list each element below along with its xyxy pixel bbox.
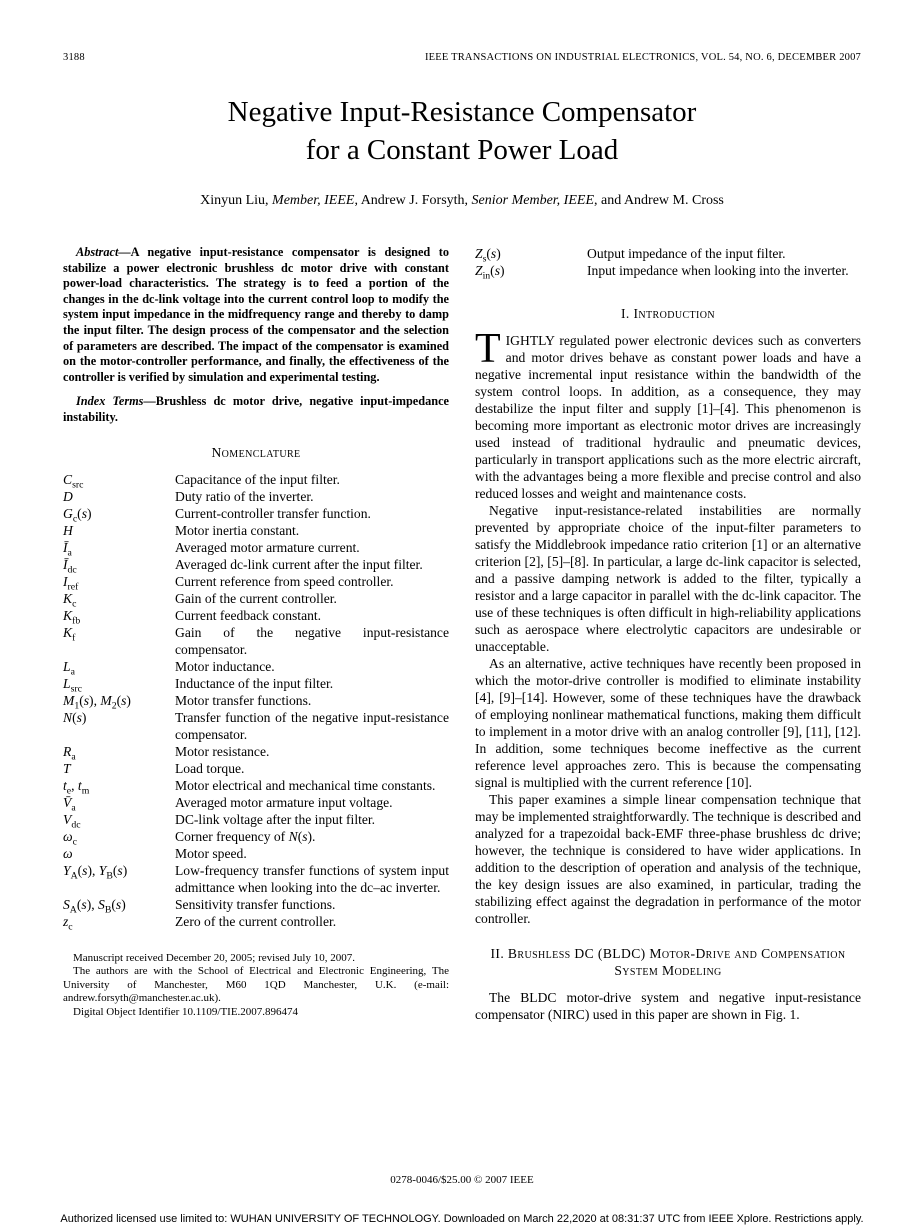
nomenclature-definition: DC-link voltage after the input filter. (175, 811, 376, 827)
nomenclature-item (63, 862, 449, 896)
left-column (63, 245, 449, 1023)
nomenclature-item (63, 505, 449, 525)
nomenclature-symbol: $K_f$ (63, 624, 76, 644)
nomenclature-definition: Current feedback constant. (175, 607, 322, 623)
paper-title (63, 93, 861, 169)
nomenclature-symbol: N(s) (63, 709, 87, 725)
nomenclature-item (63, 811, 449, 831)
nomenclature-item (63, 709, 449, 743)
abstract-label: Abstract— (76, 245, 131, 259)
nomenclature-item (63, 624, 449, 658)
nomenclature-item (63, 845, 449, 862)
running-header (63, 0, 861, 63)
nomenclature-definition: Averaged motor armature input voltage. (175, 794, 393, 810)
intro-first-paragraph-text: IGHTLY regulated power electronic devices such as converters and motor drives behave as constant power loads and have a negative incremental input resistance within the bandwidth of the system control loops. In addition, as a consequence, they may destabilize the input filter and supply [1]–[4]. This phenomenon is becoming more important as electronic motor drives are increasingly used instead of traditional hydraulic and pneumatic devices, particularly in transport applications such as the more electric aircraft, with the advantages being a more flexible and precise control and also reduced losses and weight and maintenance costs. (475, 333, 861, 501)
footnote-paragraph: The authors are with the School of Electrical and Electronic Engineering, The University of Manchester, M60 1QD Manchester, U.K. (e-mail: andrew.forsyth@manchester.ac.uk). (63, 965, 449, 1005)
nomenclature-definition: Output impedance of the input filter. (587, 246, 786, 261)
nomenclature-definition: Duty ratio of the inverter. (175, 488, 314, 504)
nomenclature-item (63, 896, 449, 916)
nomenclature-definition: Current-controller transfer function. (175, 505, 371, 521)
nomenclature-symbol: H (63, 522, 73, 538)
nomenclature-item (63, 522, 449, 539)
nomenclature-symbol: $L_{src}$ (63, 675, 82, 695)
nomenclature-symbol: ω (63, 845, 73, 861)
nomenclature-symbol: $R_a$ (63, 743, 76, 763)
intro-first-paragraph (475, 326, 861, 502)
nomenclature-item (63, 488, 449, 505)
nomenclature-item (63, 777, 449, 797)
nomenclature-item (63, 607, 449, 627)
nomenclature-symbol: T (63, 760, 71, 776)
nomenclature-definition: Motor speed. (175, 845, 247, 861)
nomenclature-item (63, 913, 449, 933)
nomenclature-definition: Averaged motor armature current. (175, 539, 360, 555)
nomenclature-item (475, 262, 861, 282)
index-terms-text: Brushless dc motor drive, negative input-impedance instability. (63, 394, 449, 424)
two-column-body (63, 245, 861, 1023)
page-number: 3188 (63, 52, 85, 63)
nomenclature-symbol: $V_{dc}$ (63, 811, 81, 831)
section-1-paragraphs (475, 502, 861, 927)
first-page-footnote (63, 952, 449, 1020)
nomenclature-symbol: $K_{fb}$ (63, 607, 81, 627)
nomenclature-definition: Capacitance of the input filter. (175, 471, 340, 487)
nomenclature-definition: Load torque. (175, 760, 245, 776)
license-stamp: Authorized licensed use limited to: WUHAN UNIVERSITY OF TECHNOLOGY. Downloaded on March 22,2020 at 08:31:37 UTC from IEEE Xplore. Restrictions apply. (60, 1213, 864, 1225)
nomenclature-definition: Transfer function of the negative input-resistance compensator. (175, 709, 449, 742)
nomenclature-symbol: $Z_s(s)$ (475, 246, 501, 265)
nomenclature-list-continued (475, 245, 861, 282)
nomenclature-definition: Gain of the current controller. (175, 590, 337, 606)
nomenclature-item (63, 573, 449, 593)
nomenclature-definition: Low-frequency transfer functions of system input admittance when looking into the dc–ac inverter. (175, 862, 449, 895)
nomenclature-item (63, 794, 449, 814)
nomenclature-symbol: $V̄_a$ (63, 794, 76, 814)
nomenclature-item (475, 245, 861, 265)
nomenclature-symbol: $C_{src}$ (63, 471, 84, 491)
index-terms-label: Index Terms— (76, 394, 156, 409)
nomenclature-definition: Zero of the current controller. (175, 913, 337, 929)
section-1-heading: I. Introduction (620, 306, 716, 321)
nomenclature-item (63, 675, 449, 695)
nomenclature-definition: Motor transfer functions. (175, 692, 312, 708)
nomenclature-symbol: $K_c$ (63, 590, 77, 610)
nomenclature-symbol: $\omega_c$ (63, 828, 77, 848)
nomenclature-item (63, 539, 449, 559)
nomenclature-symbol: $Y_A(s)$, $Y_B(s)$ (63, 862, 128, 882)
nomenclature-item (63, 590, 449, 610)
nomenclature-item (63, 692, 449, 712)
nomenclature-definition: Input impedance when looking into the inverter. (587, 263, 849, 278)
nomenclature-list (63, 471, 449, 933)
nomenclature-item (63, 743, 449, 763)
nomenclature-item (63, 828, 449, 848)
body-paragraph: The BLDC motor-drive system and negative input-resistance compensator (NIRC) used in this paper are shown in Fig. 1. (475, 990, 861, 1022)
body-paragraph: As an alternative, active techniques have recently been proposed in which the motor-drive controller is modified to eliminate instability [4], [9]–[14]. However, some of these techniques have the drawback of employing nonlinear mathematical functions, making them difficult to implement in a motor drive with an analog controller [9], [11], [12]. In addition, some techniques become ineffective as the current reference level approaches zero. This is because the compensating signal is multiplied with the current reference [10]. (475, 656, 861, 790)
nomenclature-symbol: $t_e$, $t_m$ (63, 777, 90, 797)
body-paragraph: This paper examines a simple linear compensation technique that may be implemented straightforwardly. The technique is described and analyzed for a trapezoidal back-EMF three-phase brushless dc drive; however, the technique is considered to have wider applications. In addition to the description of operation and analysis of the technique, the key design issues are also examined, in particular, trading the stabilizing effect against the degradation in performance of the motor controller. (475, 792, 861, 926)
nomenclature-definition: Motor inductance. (175, 658, 275, 674)
nomenclature-definition: Motor electrical and mechanical time constants. (175, 777, 436, 793)
abstract-text: A negative input-resistance compensator is designed to stabilize a power electronic brushless dc motor drive with constant power-load characteristics. The strategy is to feed a portion of the changes in the dc-link voltage into the current control loop to modify the system input impedance in the midfrequency range and thereby to damp the input filter. The design process of the compensator and the selection of parameters are described. The impact of the compensator is examined on the motor-controller performance, and finally, the effectiveness of the controller is verified by simulation and experimental testing. (63, 245, 449, 384)
nomenclature-definition: Current reference from speed controller. (175, 573, 394, 589)
nomenclature-definition: Inductance of the input filter. (175, 675, 334, 691)
nomenclature-symbol: $I_{ref}$ (63, 573, 79, 593)
nomenclature-symbol: $Ī_a$ (63, 539, 72, 559)
nomenclature-symbol: $M_1(s)$, $M_2(s)$ (63, 692, 131, 712)
copyright-line: 0278-0046/$25.00 © 2007 IEEE (390, 1174, 534, 1186)
paper-title-line1: Negative Input-Resistance Compensator (227, 96, 697, 128)
nomenclature-item (63, 658, 449, 678)
body-paragraph: Negative input-resistance-related instabilities are normally prevented by appropriate choice of the input-filter parameters to satisfy the Middlebrook impedance ratio criterion [1] or an alternative criterion [2], [5]–[8]. In particular, a large dc-link capacitor is selected, and a passive damping network is added to the filter, typically a resistor and a large capacitor in parallel with the dc-link capacitor. The use of these techniques is often difficult in high-reliability applications such as aerospace where electrolytic capacitors are undesirable or unacceptable. (475, 503, 861, 654)
nomenclature-item (63, 471, 449, 491)
nomenclature-symbol: $S_A(s)$, $S_B(s)$ (63, 896, 126, 916)
nomenclature-definition: Sensitivity transfer functions. (175, 896, 336, 912)
nomenclature-definition: Corner frequency of N(s). (175, 828, 316, 844)
section-2-paragraphs (475, 989, 861, 1023)
nomenclature-definition: Averaged dc-link current after the input filter. (175, 556, 423, 572)
nomenclature-item (63, 556, 449, 576)
index-terms (63, 394, 449, 425)
nomenclature-symbol: $Ī_{dc}$ (63, 556, 77, 576)
abstract (63, 245, 449, 385)
paper-title-line2: for a Constant Power Load (305, 134, 619, 166)
footnote-paragraph: Digital Object Identifier 10.1109/TIE.2007.896474 (73, 1005, 299, 1018)
dropcap-letter: T (475, 326, 501, 372)
nomenclature-symbol: $z_c$ (63, 913, 73, 933)
nomenclature-symbol: $L_a$ (63, 658, 75, 678)
journal-title: IEEE TRANSACTIONS ON INDUSTRIAL ELECTRONICS, VOL. 54, NO. 6, DECEMBER 2007 (424, 52, 861, 63)
nomenclature-definition: Gain of the negative input-resistance compensator. (175, 624, 449, 657)
authors-byline: Xinyun Liu, Member, IEEE, Andrew J. Forsyth, Senior Member, IEEE, and Andrew M. Cross (200, 193, 724, 208)
footnote-paragraph: Manuscript received December 20, 2005; revised July 10, 2007. (73, 951, 355, 964)
nomenclature-definition: Motor inertia constant. (175, 522, 300, 538)
right-column (475, 245, 861, 1023)
nomenclature-definition: Motor resistance. (175, 743, 270, 759)
nomenclature-item (63, 760, 449, 777)
nomenclature-heading: Nomenclature (211, 444, 301, 460)
nomenclature-symbol: D (63, 488, 73, 504)
nomenclature-symbol: $G_c(s)$ (63, 505, 92, 525)
nomenclature-symbol: $Z_{in}(s)$ (475, 263, 505, 282)
section-2-heading: II. Brushless DC (BLDC) Motor-Drive and Compensation System Modeling (490, 946, 846, 978)
